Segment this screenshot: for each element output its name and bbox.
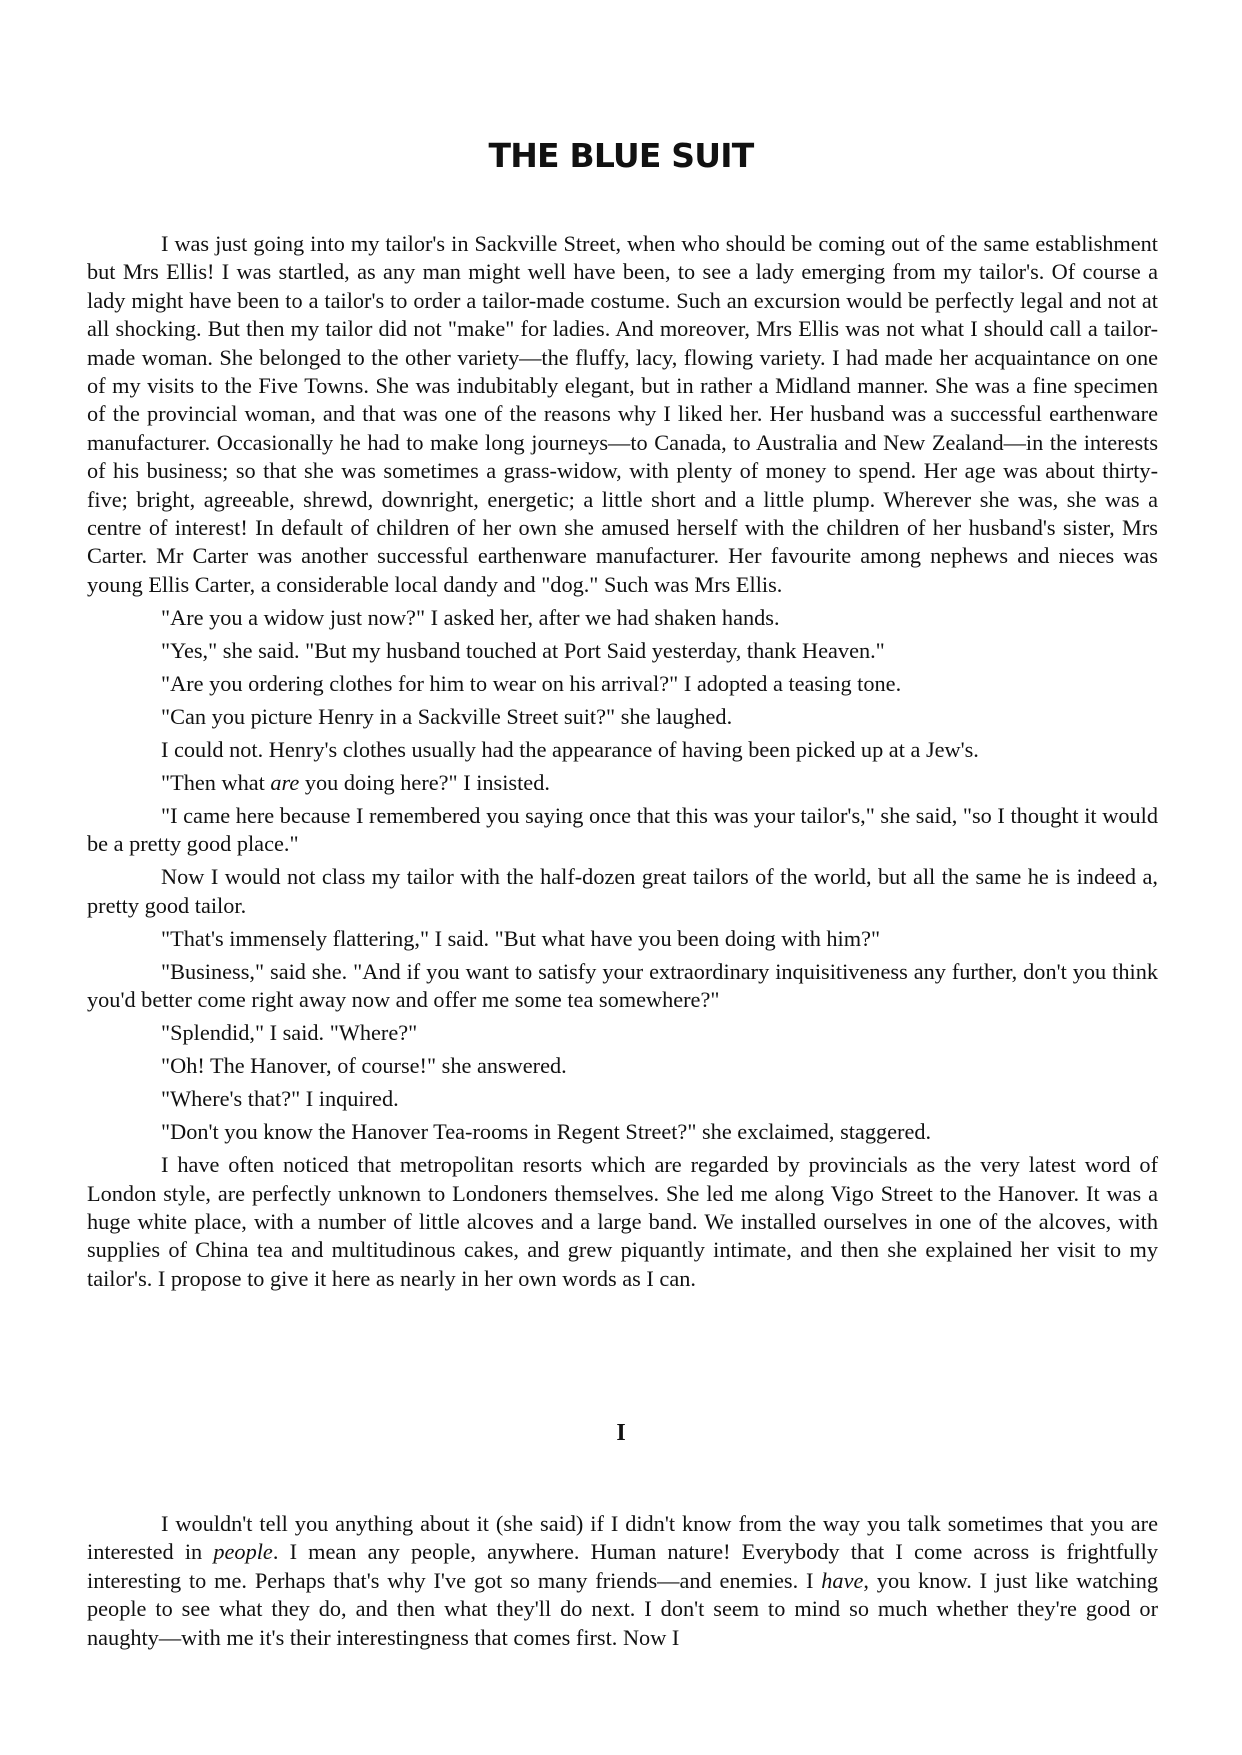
chapter-body <box>87 230 1158 1293</box>
paragraph: "Can you picture Henry in a Sackville Street suit?" she laughed. <box>161 703 733 729</box>
paragraph: I was just going into my tailor's in Sackville Street, when who should be coming out of the same establishment but Mrs Ellis! I was startled, as any man might well have been, to see a lady emerging from my tailor's. Of course a lady might have been to a tailor's to order a tailor-made costume. Such an excursion would be perfectly legal and not at all shocking. But then my tailor did not "make" for ladies. And moreover, Mrs Ellis was not what I should call a tailor-made woman. She belonged to the other variety—the fluffy, lacy, flowing variety. I had made her acquaintance on one of my visits to the Five Towns. She was indubitably elegant, but in rather a Midland manner. She was a fine specimen of the provincial woman, and that was one of the reasons why I liked her. Her husband was a successful earthenware manufacturer. Occasionally he had to make long journeys—to Canada, to Australia and New Zealand—in the interests of his business; so that she was sometimes a grass-widow, with plenty of money to spend. Her age was about thirty-five; bright, agreeable, shrewd, downright, energetic; a little short and a little plump. Wherever she was, she was a centre of interest! In default of children of her own she amused herself with the children of her husband's sister, Mrs Carter. Mr Carter was another successful earthenware manufacturer. Her favourite among nephews and nieces was young Ellis Carter, a considerable local dandy and "dog." Such was Mrs Ellis. <box>87 231 1158 597</box>
paragraph: "Oh! The Hanover, of course!" she answered. <box>161 1053 567 1079</box>
text-run: . I mean any people, anywhere. Human nature! Everybody that I come across is frightfully interesting to me. Perhaps that's why I've got so many friends—and enemies. I <box>87 1539 1158 1593</box>
section-heading: I <box>616 1420 626 1446</box>
paragraph: I could not. Henry's clothes usually had the appearance of having been picked up at a Jew's. <box>161 736 979 762</box>
chapter-title: THE BLUE SUIT <box>488 136 754 175</box>
paragraph: "Where's that?" I inquired. <box>161 1086 399 1112</box>
emphasis: people <box>213 1539 273 1565</box>
text-run: "Then what <box>161 769 271 795</box>
text-run: , you know. I just like watching people to see what they do, and then what they'll do next. I don't seem to mind so much whether they're good or naughty—with me it's their interestingness that comes first. Now I <box>87 1567 1158 1650</box>
paragraph: I have often noticed that metropolitan resorts which are regarded by provincials as the very latest word of London style, are perfectly unknown to Londoners themselves. She led me along Vigo Street to the Hanover. It was a huge white place, with a number of little alcoves and a large band. We installed ourselves in one of the alcoves, with supplies of China tea and multitudinous cakes, and grew piquantly intimate, and then she explained her visit to my tailor's. I propose to give it here as nearly in her own words as I can. <box>87 1152 1158 1291</box>
paragraph: Now I would not class my tailor with the half-dozen great tailors of the world, but all the same he is indeed a, pretty good tailor. <box>87 864 1158 918</box>
section-body <box>87 1510 1158 1652</box>
paragraph <box>87 1510 1158 1652</box>
paragraph: "Yes," she said. "But my husband touched at Port Said yesterday, thank Heaven." <box>161 637 885 663</box>
paragraph <box>87 769 1158 797</box>
paragraph: "Splendid," I said. "Where?" <box>161 1020 418 1046</box>
text-run: you doing here?" I insisted. <box>299 769 550 795</box>
paragraph: "That's immensely flattering," I said. "But what have you been doing with him?" <box>161 925 881 951</box>
paragraph: "Business," said she. "And if you want to satisfy your extraordinary inquisitiveness any further, don't you think you'd better come right away now and offer me some tea somewhere?" <box>87 958 1158 1013</box>
paragraph: "I came here because I remembered you saying once that this was your tailor's," she said, "so I thought it would be a pretty good place." <box>87 802 1158 857</box>
paragraph: "Are you ordering clothes for him to wear on his arrival?" I adopted a teasing tone. <box>161 670 902 696</box>
emphasis: have <box>821 1567 864 1593</box>
emphasis: are <box>270 769 300 795</box>
paragraph: "Are you a widow just now?" I asked her, after we had shaken hands. <box>161 604 780 630</box>
paragraph: "Don't you know the Hanover Tea-rooms in Regent Street?" she exclaimed, staggered. <box>161 1119 932 1145</box>
text-run: I wouldn't tell you anything about it (she said) if I didn't know from the way you talk sometimes that you are interested in <box>87 1511 1158 1565</box>
